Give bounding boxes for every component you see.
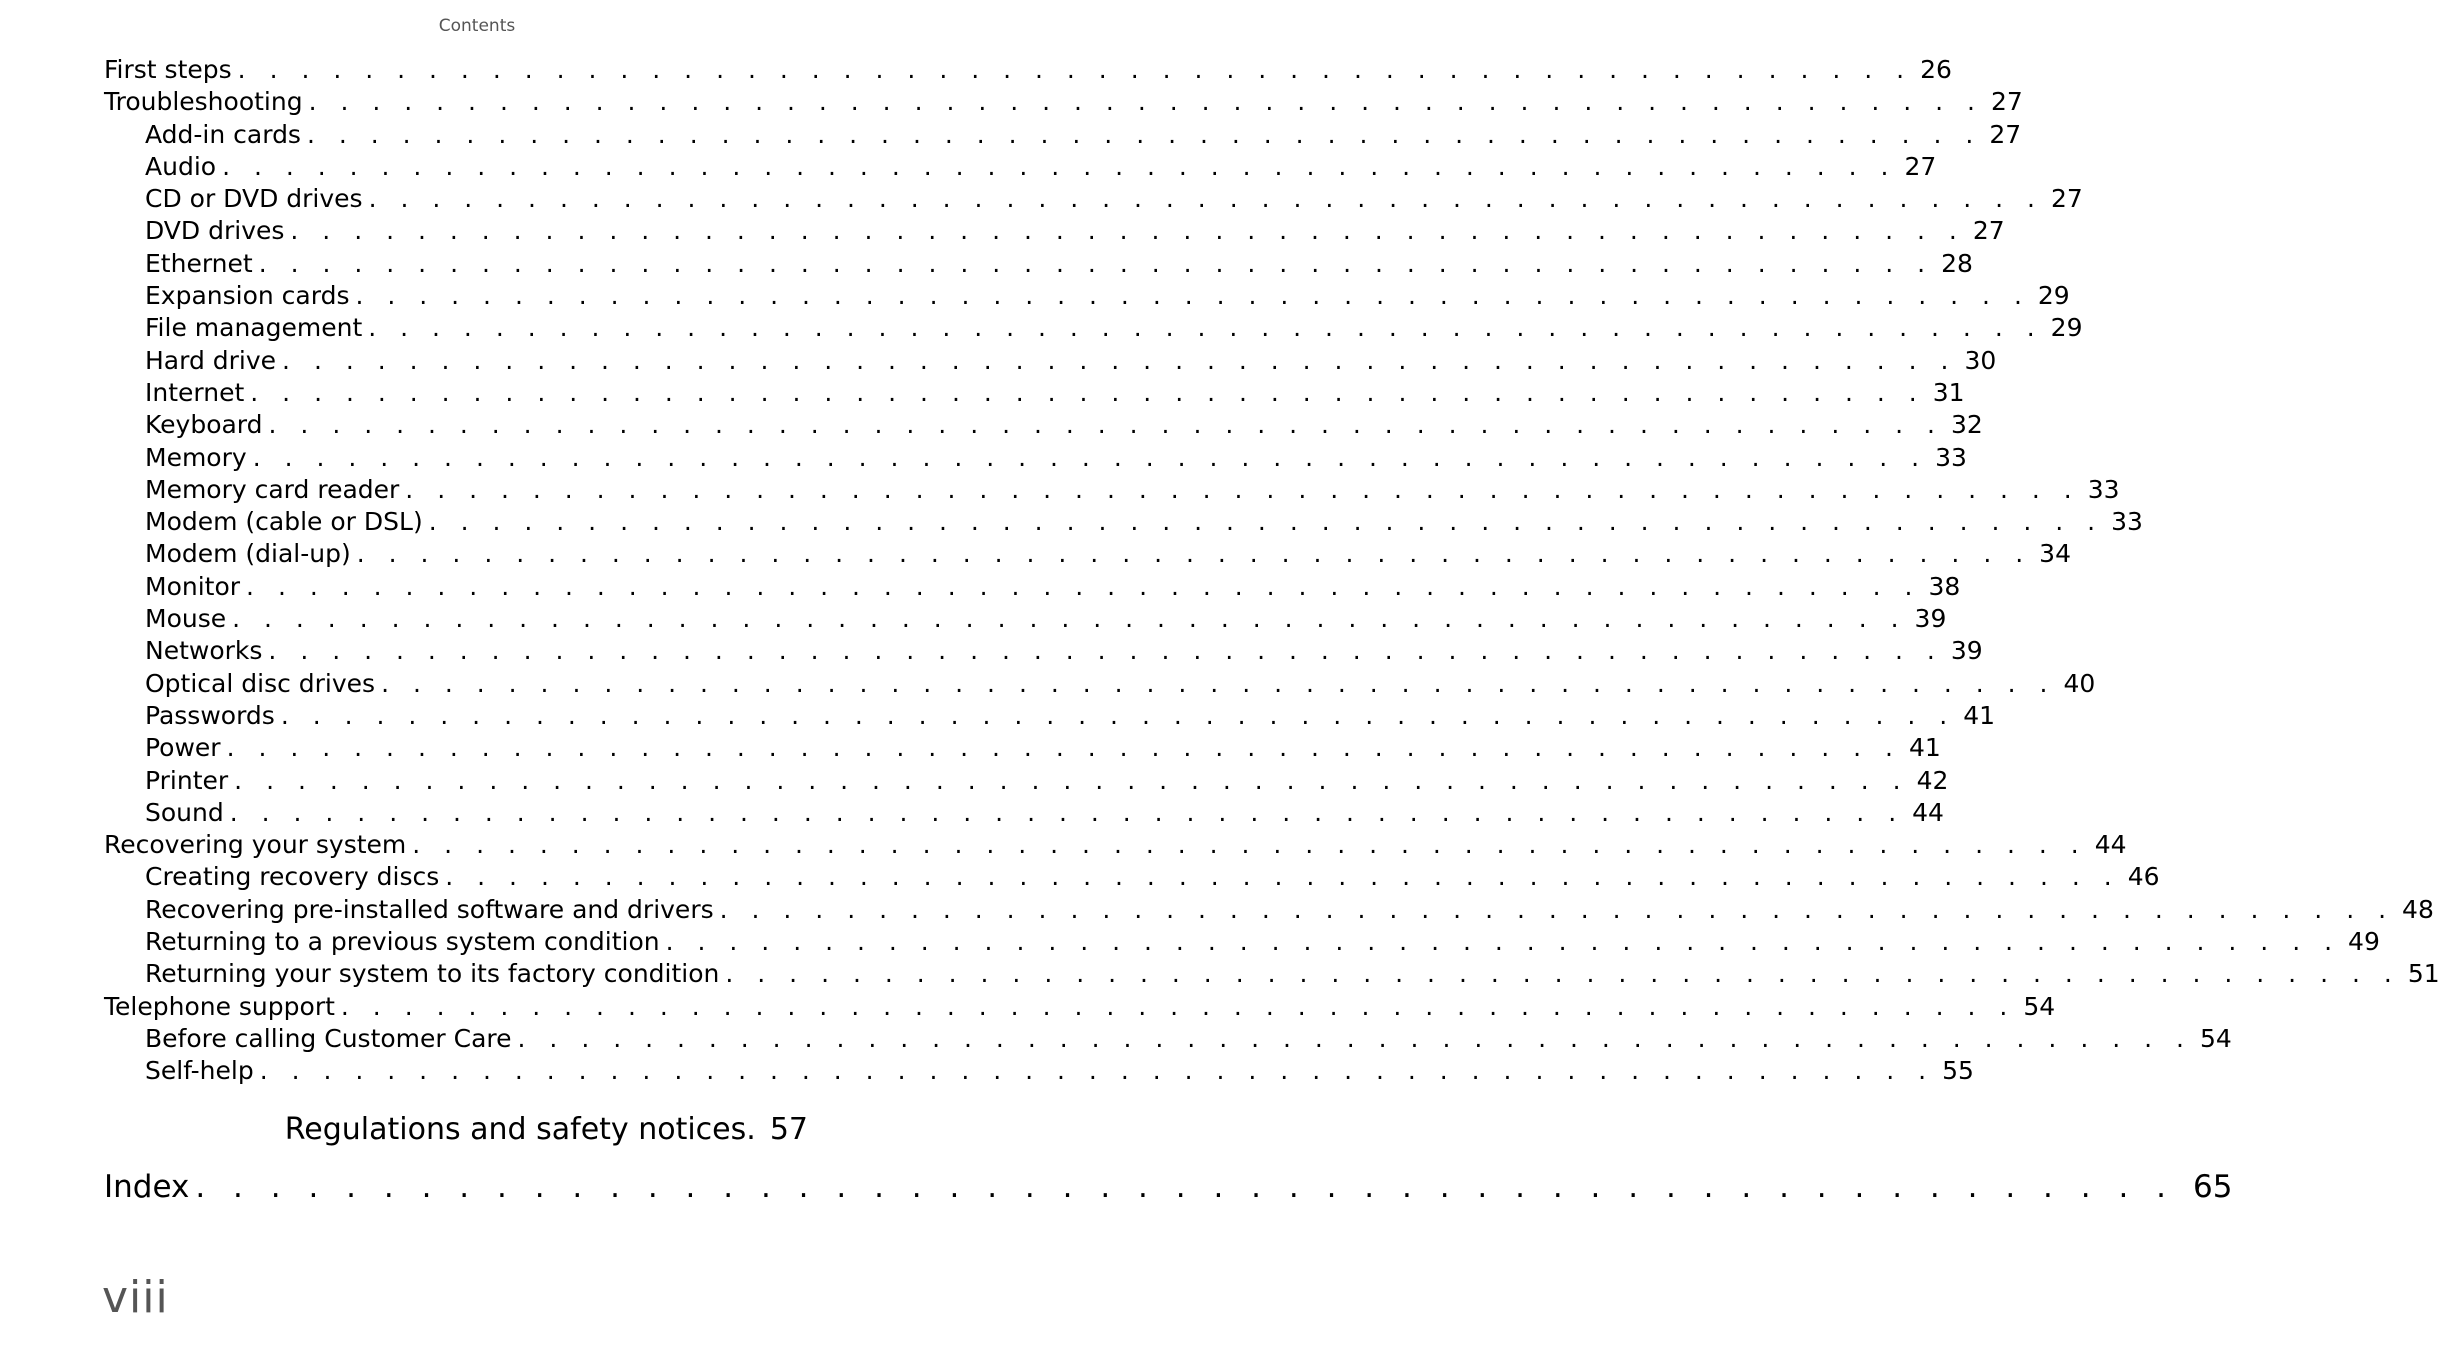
toc-entry[interactable]	[104, 54, 1952, 86]
toc-entry-title: Printer	[145, 765, 229, 795]
toc-entry-page: 26	[1920, 55, 1952, 84]
toc-entry-title: Optical disc drives	[145, 668, 376, 698]
toc-entry-page: 55	[1942, 1056, 1974, 1086]
toc-entry[interactable]	[104, 506, 2143, 538]
toc-leader-dots: . . . . . . . . . . . . . . . . . . . . . . . . . . . . . . . . . . . . . . . . . . . . . . . . . . . . .	[268, 410, 1943, 440]
toc-leader-dots: . . . . . . . . . . . . . . . . . . . . . . . . . . . . . . . . . . . . . . . . . . . . . . . . . . . . .	[232, 604, 1907, 634]
toc-entry[interactable]	[104, 635, 1983, 667]
toc-entry[interactable]	[104, 1023, 2232, 1055]
toc-entry-title: Recovering pre-installed software and drivers	[145, 894, 714, 924]
toc-entry[interactable]	[104, 894, 2434, 926]
toc-entry[interactable]	[104, 958, 2440, 990]
toc-entry-page: 33	[1935, 442, 1967, 472]
toc-entry-title: Memory card reader	[145, 474, 400, 504]
toc-leader-dots: . . . . . . . . . . . . . . . . . . . . . . . . . . . . . . . . . . . . . . . . . . . . . . . . . . . . .	[381, 668, 2056, 698]
toc-leader-dots: . . . . . . . . . . . . . . . . . . . . . . . . . . . . . . . . . . . . . . . . . . . . . . . . . . . . .	[356, 539, 2032, 569]
toc-entry[interactable]	[104, 732, 1941, 764]
toc-entry-page: 41	[1909, 733, 1941, 763]
table-of-contents	[104, 54, 2440, 1088]
toc-entry-title: Returning to a previous system condition	[145, 927, 660, 957]
toc-entry-page: 40	[2063, 668, 2096, 698]
toc-entry[interactable]	[104, 345, 1997, 377]
toc-entry[interactable]	[104, 1055, 1974, 1087]
toc-entry-page: 39	[1914, 604, 1947, 634]
running-header: Contents	[438, 16, 516, 36]
toc-entry-title: Monitor	[145, 571, 241, 601]
toc-entry-title: Internet	[145, 377, 245, 407]
toc-leader-dots: . . . . . . . . . . . . . . . . . . . . . . . . . . . . . . . . . . . . . . . . . . . . . . . . . . . . .	[719, 894, 2395, 924]
toc-entry[interactable]	[104, 797, 1944, 829]
toc-entry-page: 27	[1972, 216, 2005, 246]
toc-entry-page: 32	[1950, 410, 1983, 440]
toc-entry-page: 34	[2039, 539, 2071, 569]
toc-chapter-page: 57	[769, 1112, 808, 1147]
toc-entry-page: 30	[1964, 345, 1997, 375]
toc-entry[interactable]	[104, 442, 1967, 474]
toc-leader-dots: . . . . . . . . . . . . . . . . . . . . . . . . . . . . . . . . . . . . . . . . . . . . . . . . . . . . .	[259, 1056, 1935, 1086]
toc-entry-page: 39	[1950, 636, 1983, 666]
toc-leader-dots: . . . . . . . . . . . . . . . . . . . . . . . . . . . . . . . . . . . . . . . . . . . . . . . . . . . . .	[308, 87, 1984, 117]
toc-entry-page: 31	[1932, 377, 1965, 407]
toc-leader-dots: . . . . . . . . . . . . . . . . . . . . . . . . . . . . . . . . . . . . . . . . . . . . . . . . . . . . .	[368, 184, 2043, 214]
toc-entry-title: Creating recovery discs	[145, 862, 440, 892]
toc-chapter-title: Regulations and safety notices.	[284, 1112, 756, 1147]
toc-entry-title: Networks	[145, 636, 263, 666]
toc-entry[interactable]	[104, 603, 1947, 635]
toc-entry-title: Add-in cards	[145, 119, 301, 149]
toc-entry[interactable]	[104, 86, 2023, 118]
toc-leader-dots: . . . . . . . . . . . . . . . . . . . . . . . . . . . . . . . . . . . . . . . . . . . . . . . . . . . . .	[237, 55, 1913, 84]
toc-entry-title: DVD drives	[145, 216, 285, 246]
toc-entry[interactable]	[104, 409, 1983, 441]
toc-leader-dots: . . . . . . . . . . . . . . . . . . . . . . . . . . . . . . . . . . . . . . . . . . . . . . . . . . . . .	[405, 474, 2080, 504]
toc-chapter-page: 65	[2193, 1169, 2233, 1205]
toc-entry-page: 38	[1928, 571, 1961, 601]
toc-entry-title: Modem (dial-up)	[145, 539, 351, 569]
toc-entry-page: 48	[2402, 894, 2434, 924]
toc-leader-dots: . . . . . . . . . . . . . . . . . . . . . . . . . . . . . . . . . . . . . . . . . . . . . . . . . . . . .	[229, 797, 1905, 827]
toc-entry-title: Telephone support	[104, 991, 335, 1021]
toc-entry-page: 44	[2094, 830, 2127, 860]
toc-entry-title: Memory	[145, 442, 247, 472]
toc-entry[interactable]	[104, 280, 2070, 312]
page-number: viii	[102, 1272, 169, 1323]
toc-entry-page: 49	[2348, 927, 2380, 957]
toc-entry-page: 42	[1916, 765, 1949, 795]
toc-entry-title: Returning your system to its factory condition	[145, 959, 720, 989]
toc-entry-page: 33	[2087, 474, 2120, 504]
toc-entry[interactable]	[104, 474, 2120, 506]
toc-entry[interactable]	[104, 215, 2005, 247]
toc-leader-dots: . . . . . . . . . . . . . . . . . . . . . . . . . . . . . . . . . . . . . . . . . . . . . . . . . . . . .	[252, 442, 1928, 472]
toc-entry[interactable]	[104, 861, 2160, 893]
toc-entry-title: Mouse	[145, 604, 227, 634]
toc-entry[interactable]	[104, 700, 1996, 732]
toc-leader-dots: . . . . . . . . . . . . . . . . . . . . . . . . . . . . . . . . . . . . . . . . . . . . . . . . . . . . .	[428, 507, 2104, 537]
toc-entry[interactable]	[104, 151, 1937, 183]
toc-leader-dots: . . . . . . . . . . . . . . . . . . . . . . . . . . . . . . . . . . . . . . . . . . . . . . . . . . . . .	[282, 345, 1957, 375]
toc-entry[interactable]	[104, 377, 1965, 409]
toc-leader-dots: . . . . . . . . . . . . . . . . . . . . . . . . . . . . . . . . . . . . . . . . . . . . . . . . . . . . .	[355, 281, 2030, 311]
toc-leader-dots: . . . . . . . . . . . . . . . . . . . . . . . . . . . . . . . . . . . . . . . . . . . . . . . . . . . . .	[258, 248, 1934, 278]
toc-leader-dots: . . . . . . . . . . . . . . . . . . . . . . . . . . . . . . . . . . . . . . . . . . . . . . . . . . . . .	[665, 927, 2341, 957]
toc-chapter-title: Index	[104, 1169, 190, 1205]
toc-entry-title: Modem (cable or DSL)	[145, 507, 423, 537]
toc-entry-title: Before calling Customer Care	[145, 1023, 512, 1053]
toc-entry[interactable]	[104, 926, 2380, 958]
toc-leader-dots: . . . . . . . . . . . . . . . . . . . . . . . . . . . . . . . . . . . . . . . . . . . . . . . . . . . . .	[250, 377, 1925, 407]
toc-leader-dots: . . . . . . . . . . . . . . . . . . . . . . . . . . . . . . . . . . . . . . . . . . . . . . . . . . . . .	[246, 571, 1921, 601]
toc-entry-title: Audio	[145, 151, 217, 181]
toc-entry-page: 33	[2111, 507, 2143, 537]
toc-entry-title: Passwords	[145, 700, 275, 730]
toc-entry-page: 27	[1989, 119, 2022, 149]
toc-entry-title: Self-help	[145, 1056, 254, 1086]
toc-entry[interactable]	[104, 183, 2083, 215]
toc-leader-dots: . . . . . . . . . . . . . . . . . . . . . . . . . . . . . . . . . . . . . . . . . . . . . . . . . . . . .	[290, 216, 1965, 246]
toc-chapter-regulations[interactable]	[104, 1108, 808, 1152]
toc-leader-dots: . . . . . . . . . . . . . . . . . . . . . . . . . . . . . . . . . . . . . . . . . . . . . . . . . . . . .	[234, 765, 1909, 795]
toc-leader-dots: . . . . . . . . . . . . . . . . . . . . . . . . . . . . . . . . . . . . . . . . . . . . . . . . . . . . .	[445, 862, 2120, 892]
toc-entry-title: Sound	[145, 797, 224, 827]
toc-entry-page: 54	[2023, 991, 2056, 1021]
toc-leader-dots: . . . . . . . . . . . . . . . . . . . . . . . . . . . . . . . . . . . . . . . . . . . . . . . . . . . . .	[280, 700, 1956, 730]
toc-entry-title: First steps	[104, 55, 232, 84]
toc-entry-title: Ethernet	[145, 248, 253, 278]
toc-entry-page: 29	[2037, 281, 2070, 311]
toc-leader-dots: . . . . . . . . . . . . . . . . . . . . . . . . . . . . . . . . . . . . . . . . . . . . . . . . . . . . .	[725, 959, 2400, 989]
toc-entry[interactable]	[104, 765, 1949, 797]
toc-entry[interactable]	[104, 668, 2096, 700]
toc-chapter-index[interactable]	[104, 1165, 2233, 1209]
toc-entry-page: 51	[2407, 959, 2440, 989]
toc-entry-title: File management	[145, 313, 363, 343]
toc-entry-title: Recovering your system	[104, 830, 407, 860]
toc-entry-page: 29	[2050, 313, 2083, 343]
toc-entry-title: Keyboard	[145, 410, 263, 440]
toc-entry[interactable]	[104, 248, 1973, 280]
toc-entry[interactable]	[104, 119, 2022, 151]
toc-entry[interactable]	[104, 829, 2127, 861]
toc-leader-dots: . . . . . . . . . . . . . . . . . . . . . . . . . . . . . . . . . . . . . . . . . . . . . . . . . . . . .	[222, 151, 1897, 181]
toc-entry-page: 28	[1941, 248, 1973, 278]
toc-leader-dots: . . . . . . . . . . . . . . . . . . . . . . . . . . . . . . . . . . . . . . . . . . . . . . . . . . . . .	[412, 830, 2087, 860]
toc-entry[interactable]	[104, 571, 1961, 603]
toc-entry-page: 44	[1912, 797, 1944, 827]
toc-leader-dots: . . . . . . . . . . . . . . . . . . . . . . . . . . . . . . . . . . . . . . . . . . . . . . . . . . . . .	[268, 636, 1943, 666]
toc-entry-page: 46	[2127, 862, 2160, 892]
toc-entry-page: 27	[1991, 87, 2023, 117]
toc-entry-title: CD or DVD drives	[145, 184, 363, 214]
toc-leader-dots: . . . . . . . . . . . . . . . . . . . . . . . . . . . . . . . . . . . . . . . . . . . . . . . . . . . . .	[306, 119, 1982, 149]
toc-leader-dots: . . . . . . . . . . . . . . . . . . . . . . . . . . . . . . . . . . . . . . . . . . . . . . . . . . . . .	[368, 313, 2043, 343]
toc-entry-page: 54	[2199, 1023, 2232, 1053]
toc-entry[interactable]	[104, 312, 2083, 344]
toc-entry-page: 27	[2051, 184, 2083, 214]
toc-entry-page: 27	[1904, 151, 1937, 181]
toc-entry[interactable]	[104, 538, 2071, 570]
toc-entry-page: 41	[1963, 700, 1996, 730]
toc-leader-dots: . . . . . . . . . . . . . . . . . . . . . . . . . . . . . . . . . . . . . . . . . . . . . . . . . . . . .	[226, 733, 1902, 763]
toc-entry[interactable]	[104, 991, 2056, 1023]
toc-entry-title: Troubleshooting	[104, 87, 303, 117]
toc-leader-dots: . . . . . . . . . . . . . . . . . . . . . . . . . . . . . . . . . . . . . . . . . . . . . . . . . . . . .	[517, 1023, 2192, 1053]
toc-entry-title: Power	[145, 733, 221, 763]
toc-leader-dots: . . . . . . . . . . . . . . . . . . . . . . . . . . . . . . . . . . . . . . . . . . . . . . . . . . . . .	[195, 1169, 2176, 1205]
toc-entry-title: Expansion cards	[145, 281, 350, 311]
toc-entry-title: Hard drive	[145, 345, 277, 375]
toc-leader-dots: . . . . . . . . . . . . . . . . . . . . . . . . . . . . . . . . . . . . . . . . . . . . . . . . . . . . .	[340, 991, 2016, 1021]
